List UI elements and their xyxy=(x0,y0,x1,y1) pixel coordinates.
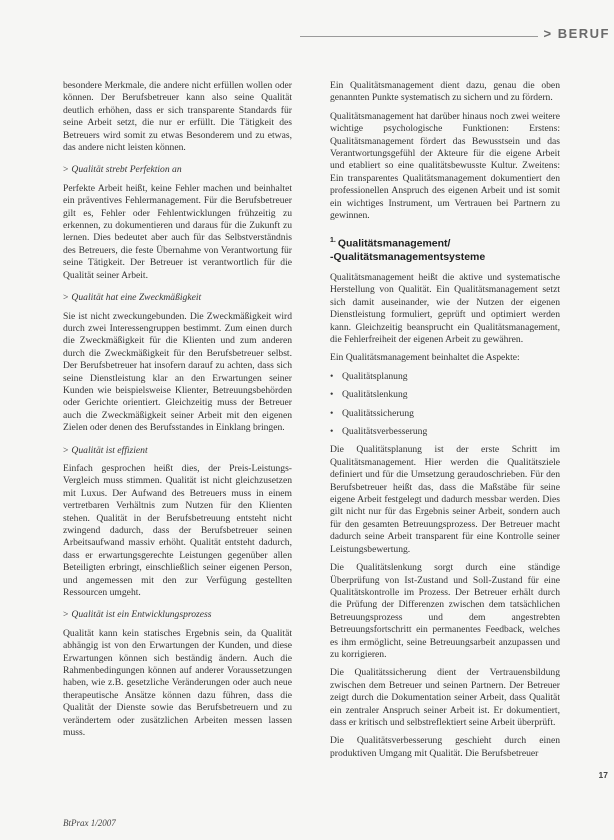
arrow-icon: > xyxy=(63,609,69,621)
paragraph: besondere Merkmale, die andere nicht erfüllen wollen oder können. Der Berufsbetreuer kann also seine Qualität deutlich erhöhen, dass er sich transparente Standards für seine Arbeit setzt, die nur er erfüllt. Die Tätigkeit des Betreuers wird somit zu etwas Besonderem und zu etwas, das andere nicht leisten können. xyxy=(63,80,292,154)
paragraph: Die Qualitätsverbesserung geschieht durch einen produktiven Umgang mit Qualität. Die Berufsbetreuer xyxy=(330,735,560,759)
arrow-icon: > xyxy=(63,164,69,176)
paragraph: Qualitätsmanagement hat darüber hinaus noch zwei weitere wichtige psychologische Funktionen: Erstens: Qualitätsmanagement fördert das Bewusstsein und das Verantwortungsgefühl der Akteure für die eigene Arbeit und etabliert so eine qualitätsbewusste Kultur. Zweitens: Ein transparentes Qualitätsmanagement dokumentiert den professionellen Anspruch des eigenen Arbeit und ist somit ein wichtiges Instrument, um Vertrauen bei Partnern zu gewinnen. xyxy=(330,110,560,222)
paragraph: Ein Qualitätsmanagement beinhaltet die Aspekte: xyxy=(330,352,520,364)
subheading: > Qualität hat eine Zweckmäßigkeit xyxy=(63,292,202,304)
paragraph: Ein Qualitätsmanagement dient dazu, genau die oben genannten Punkte systematisch zu sichern und zu fördern. xyxy=(330,80,560,104)
page-number: 17 xyxy=(598,770,608,780)
list-item: • Qualitätslenkung xyxy=(330,389,560,401)
subheading: > Qualität ist effizient xyxy=(63,444,148,456)
subheading: > Qualität strebt Perfektion an xyxy=(63,164,182,176)
left-column xyxy=(63,80,292,746)
list-item: • Qualitätssicherung xyxy=(330,408,560,420)
paragraph: Qualitätsmanagement heißt die aktive und systematische Herstellung von Qualität. Ein Qualitätsmanagement setzt sich damit auseinander, wie der Nutzen der eigenen Dienstleistung formuliert, geprüft und optimiert werden kann. Gleichzeitig beansprucht ein Qualitätsmanagement, die Fehlerfreiheit der eigenen Arbeit zu gewähren. xyxy=(330,271,560,345)
section-number: 1. xyxy=(330,237,336,245)
paragraph: Sie ist nicht zweckungebunden. Die Zweckmäßigkeit wird durch zwei Interessengruppen bestimmt. Zum einen durch die Zweckmäßigkeit für die Klienten und zum anderen durch die Zweckmäßigkeit für den Berufsbetreuer selbst. Der Berufsbetreuer hat insofern darauf zu achten, dass sich seine Dienstleistung klar an den Erwartungen seiner Kunden wie beispielsweise Klienter, Betreuungsbehörden oder Gerichte orientiert. Gleichzeitig muss der Betreuer auch die Zweckmäßigkeit seiner Arbeit mit den eigenen Zielen oder denen des Berufsstandes in Einklang bringen. xyxy=(63,310,292,434)
section-heading: $^{1.}$ Qualitätsmanagement/ -Qualitätsmanagementsysteme xyxy=(330,237,486,263)
paragraph: Qualität kann kein statisches Ergebnis sein, da Qualität abhängig ist von den Erwartungen der Kunden, und diese Erwartungen können sich beständig ändern. Auch die Rahmenbedingungen können auf anderer Voraussetzungen haben, wie z.B. gesetzliche Veränderungen oder auch neue therapeutische Ansätze können dazu führen, dass die Qualität der Dienste sowie das Berufsbetreuern und zu verändertem oder zusätzlichen Arbeiten messen lassen muss. xyxy=(63,627,292,739)
section-label: > BERUF xyxy=(538,26,610,41)
header-rule xyxy=(300,36,542,37)
arrow-icon: > xyxy=(63,292,69,304)
arrow-icon: > xyxy=(63,444,69,456)
paragraph: Die Qualitätsplanung ist der erste Schritt im Qualitätsmanagement. Hier werden die Qualitätsziele definiert und für die Umsetzung geraudoschrieben. Für den Berufsbetreuer heißt das, dass die Maßstäbe für seine eigene Arbeit festgelegt und dadurch messbar werden. Dies gilt nicht nur für das Ergebnis seiner Arbeit, sondern auch für den gesamten Betreuungsprozess. Der Betreuer macht dadurch seine Arbeit transparent für eine Kontrolle seiner Leistungsbewertung. xyxy=(330,444,560,555)
aspect-list xyxy=(330,371,560,439)
list-item: • Qualitätsplanung xyxy=(330,371,560,383)
subheading: > Qualität ist ein Entwicklungsprozess xyxy=(63,609,212,621)
paragraph: Einfach gesprochen heißt dies, der Preis-Leistungs-Vergleich muss stimmen. Qualität ist nicht gleichzusetzen mit Luxus. Der Aufwand des Betreuers muss in einem vertretbaren Verhältnis zum Nutzen für den Klienten stehen. Qualität in der Berufsbetreuung entsteht nicht zwingend dadurch, dass der Berufsbetreuer seinen Arbeitsaufwand massiv erhöht. Qualität entsteht dadurch, dass er erwartungsgerechte Leistungen gegenüber allen Beteiligten erbringt, einschließlich seiner eigenen Person, und angemessen mit den zur Verfügung gestellten Ressourcen umgeht. xyxy=(63,462,292,599)
paragraph: Die Qualitätslenkung sorgt durch eine ständige Überprüfung von Ist-Zustand und Soll-Zustand für eine Qualitätskontrolle im Prozess. Der Betreuer erhält durch die Prüfung der Differenzen zwischen dem tatsächlichen Betreuungsprozess und dem angestrebten Betreuungsfortschritt ein permanentes Feedback, welches es ihm ermöglicht, seine Betreuungsarbeit anzupassen und zu korrigieren. xyxy=(330,562,560,660)
paragraph: Die Qualitätssicherung dient der Vertrauensbildung zwischen dem Betreuer und seinen Partnern. Der Betreuer zeigt durch die Dokumentation seiner Arbeit, dass Qualität ein zentraler Anspruch seiner Arbeit ist. Er dokumentiert, dass er kritisch und selbstreflektiert seine Arbeit überprüft. xyxy=(330,667,560,728)
issue-footer: BtPrax 1/2007 xyxy=(63,818,116,828)
right-column xyxy=(330,80,560,766)
paragraph: Perfekte Arbeit heißt, keine Fehler machen und beinhaltet ein präventives Fehlermanagement. Für die Berufsbetreuer gilt es, Fehler oder Fehlentwicklungen frühzeitig zu erkennen, zu dokumentieren und daraus für die Zukunft zu lernen. Dies bedeutet aber auch für das Selbstverständnis des Betreuers, die feste Übernahme von Verantwortung für seine Tätigkeit. Der Betreuer ist verantwortlich für die Qualität seiner Arbeit. xyxy=(63,182,292,281)
list-item: • Qualitätsverbesserung xyxy=(330,426,560,438)
